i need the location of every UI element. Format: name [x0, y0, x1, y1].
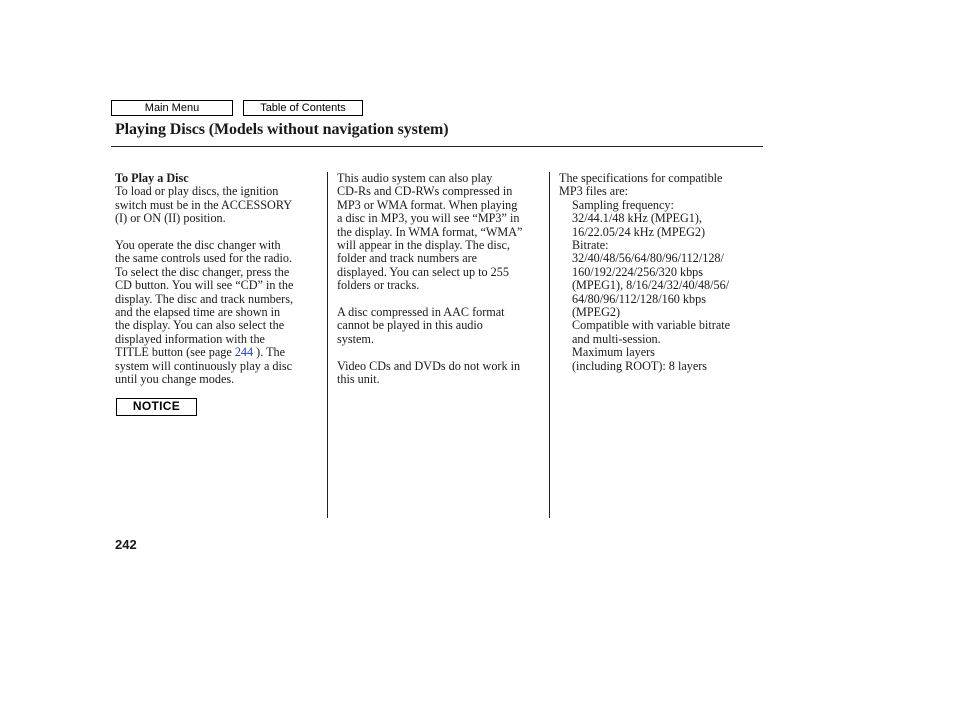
section-heading: To Play a Disc: [115, 171, 189, 185]
paragraph-text: ). The system will continuously play a disc until you change modes.: [115, 345, 293, 387]
paragraph: This audio system can also play CD-Rs and CD-RWs compressed in MP3 or WMA format. When playing a disc in MP3, you will see “MP3” in the display. In WMA format, “WMA” will appear in the display. The disc, folder and track numbers are displayed. You can select up to 255 folders or tracks.: [337, 171, 523, 293]
paragraph: A disc compressed in AAC format cannot be played in this audio system.: [337, 305, 505, 346]
column-divider: [549, 172, 550, 518]
page-number: 242: [115, 537, 137, 552]
page-title: Playing Discs (Models without navigation system): [115, 121, 449, 138]
specification-list: Sampling frequency: 32/44.1/48 kHz (MPEG1), 16/22.05/24 kHz (MPEG2) Bitrate: 32/40/48/56/64/80/96/112/128/ 160/192/224/256/320 kbps (MPEG1), 8/16/24/32/40/48/56/ 64/80/96/112/128/160 kbps (MPEG2) Compatible with variable bitrate and multi-session. Maximum layers (including ROOT): 8 layers: [572, 197, 731, 373]
paragraph: [115, 239, 325, 386]
notice-label[interactable]: NOTICE: [116, 398, 197, 416]
column-right: [559, 172, 764, 373]
main-menu-button[interactable]: Main Menu: [111, 100, 233, 116]
column-divider: [327, 172, 328, 518]
paragraph: To load or play discs, the ignition switch must be in the ACCESSORY (I) or ON (II) position.: [115, 184, 293, 226]
paragraph: Video CDs and DVDs do not work in this unit.: [337, 358, 521, 387]
title-divider: [111, 146, 763, 147]
page-reference-link[interactable]: 244: [234, 345, 254, 360]
column-middle: [337, 172, 545, 386]
table-of-contents-button[interactable]: Table of Contents: [243, 100, 363, 116]
column-left: [115, 172, 325, 386]
paragraph-text: You operate the disc changer with the same controls used for the radio. To select the disc changer, press the CD button. You will see “CD” in the display. The disc and track numbers, and the elapsed time are shown in the display. You can also select the displayed information with the TITLE button (see page: [115, 238, 294, 360]
paragraph: The specifications for compatible MP3 files are:: [559, 171, 723, 199]
